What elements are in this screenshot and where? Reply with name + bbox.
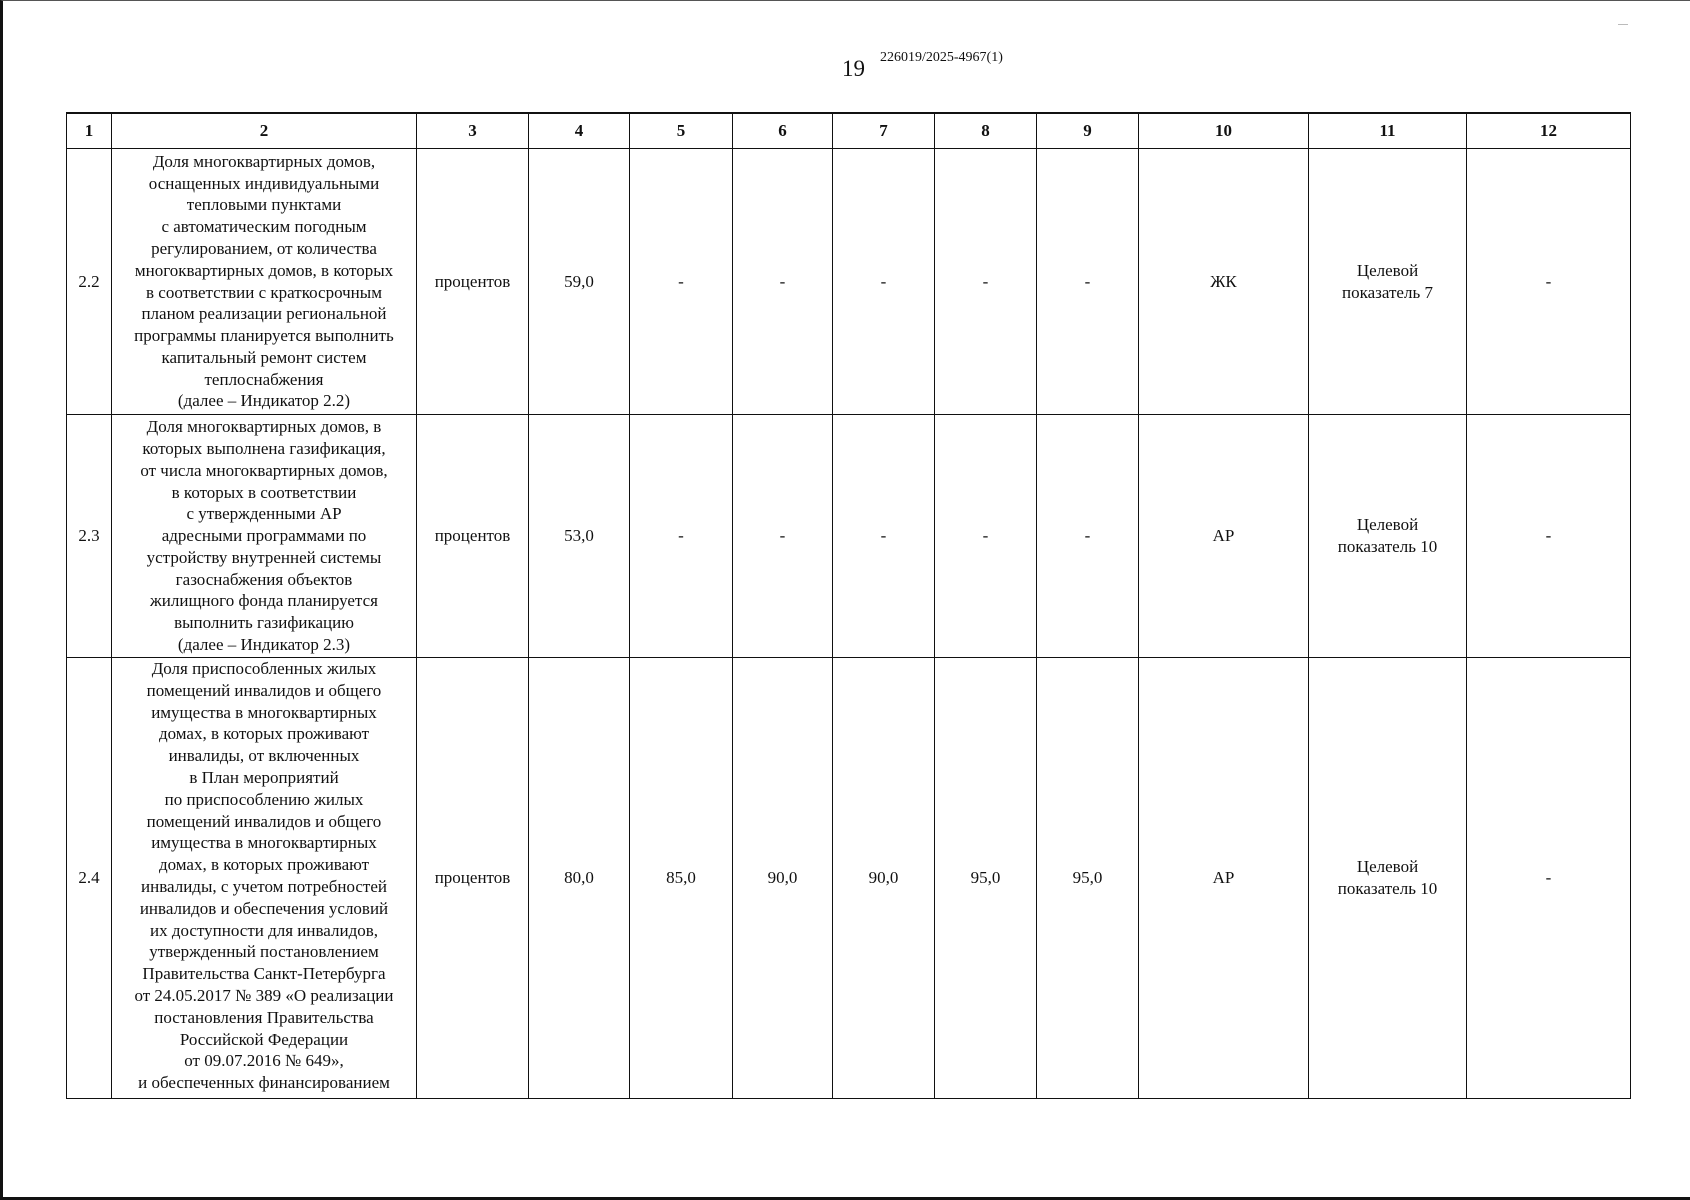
value-cell: -	[733, 149, 833, 415]
page-number: 19	[842, 56, 865, 81]
column-header: 10	[1139, 113, 1309, 149]
column-header: 12	[1467, 113, 1631, 149]
unit-cell: процентов	[417, 658, 529, 1099]
value-cell: -	[1467, 415, 1631, 658]
value-cell: -	[630, 149, 733, 415]
value-cell: 90,0	[833, 658, 935, 1099]
value-cell: -	[833, 415, 935, 658]
value-cell: 95,0	[1037, 658, 1139, 1099]
indicator-number: 2.2	[67, 149, 112, 415]
column-header: 7	[833, 113, 935, 149]
indicator-number: 2.4	[67, 658, 112, 1099]
header-row	[67, 113, 1631, 149]
value-cell: -	[935, 149, 1037, 415]
indicator-number: 2.3	[67, 415, 112, 658]
indicators-table	[66, 112, 1631, 1099]
value-cell: 59,0	[529, 149, 630, 415]
table-row	[67, 658, 1631, 1099]
indicator-description: Доля многоквартирных домов, в которых выполнена газификация, от числа многоквартирных домов, в которых в соответствии с утвержденными АР адресными программами по устройству внутренней системы газоснабжения объектов жилищного фонда планируется выполнить газификацию (далее – Индикатор 2.3)	[112, 415, 417, 658]
value-cell: 95,0	[935, 658, 1037, 1099]
value-cell: -	[833, 149, 935, 415]
target-indicator-cell: Целевой показатель 10	[1309, 415, 1467, 658]
column-header: 2	[112, 113, 417, 149]
column-header: 8	[935, 113, 1037, 149]
unit-cell: процентов	[417, 415, 529, 658]
indicator-description: Доля многоквартирных домов, оснащенных индивидуальными тепловыми пунктами с автоматическим погодным регулированием, от количества многоквартирных домов, в которых в соответствии с краткосрочным планом реализации региональной программы планируется выполнить капитальный ремонт систем теплоснабжения (далее – Индикатор 2.2)	[112, 149, 417, 415]
table-row	[67, 149, 1631, 415]
value-cell: -	[935, 415, 1037, 658]
value-cell: 80,0	[529, 658, 630, 1099]
value-cell: -	[1467, 658, 1631, 1099]
table-row	[67, 415, 1631, 658]
scan-mark	[1618, 24, 1628, 25]
target-indicator-cell: Целевой показатель 7	[1309, 149, 1467, 415]
value-cell: -	[1467, 149, 1631, 415]
column-header: 3	[417, 113, 529, 149]
responsible-cell: ЖК	[1139, 149, 1309, 415]
indicator-description: Доля приспособленных жилых помещений инвалидов и общего имущества в многоквартирных домах, в которых проживают инвалиды, от включенных в План мероприятий по приспособлению жилых помещений инвалидов и общего имущества в многоквартирных домах, в которых проживают инвалиды, с учетом потребностей инвалидов и обеспечения условий их доступности для инвалидов, утвержденный постановлением Правительства Санкт-Петербурга от 24.05.2017 № 389 «О реализации постановления Правительства Российской Федерации от 09.07.2016 № 649», и обеспеченных финансированием	[112, 658, 417, 1099]
document-number: 226019/2025-4967(1)	[880, 50, 1003, 65]
column-header: 4	[529, 113, 630, 149]
unit-cell: процентов	[417, 149, 529, 415]
column-header: 6	[733, 113, 833, 149]
column-header: 9	[1037, 113, 1139, 149]
value-cell: 85,0	[630, 658, 733, 1099]
value-cell: -	[733, 415, 833, 658]
value-cell: 53,0	[529, 415, 630, 658]
column-header: 5	[630, 113, 733, 149]
responsible-cell: АР	[1139, 415, 1309, 658]
column-header: 11	[1309, 113, 1467, 149]
responsible-cell: АР	[1139, 658, 1309, 1099]
value-cell: -	[630, 415, 733, 658]
value-cell: -	[1037, 415, 1139, 658]
value-cell: -	[1037, 149, 1139, 415]
column-header: 1	[67, 113, 112, 149]
value-cell: 90,0	[733, 658, 833, 1099]
target-indicator-cell: Целевой показатель 10	[1309, 658, 1467, 1099]
